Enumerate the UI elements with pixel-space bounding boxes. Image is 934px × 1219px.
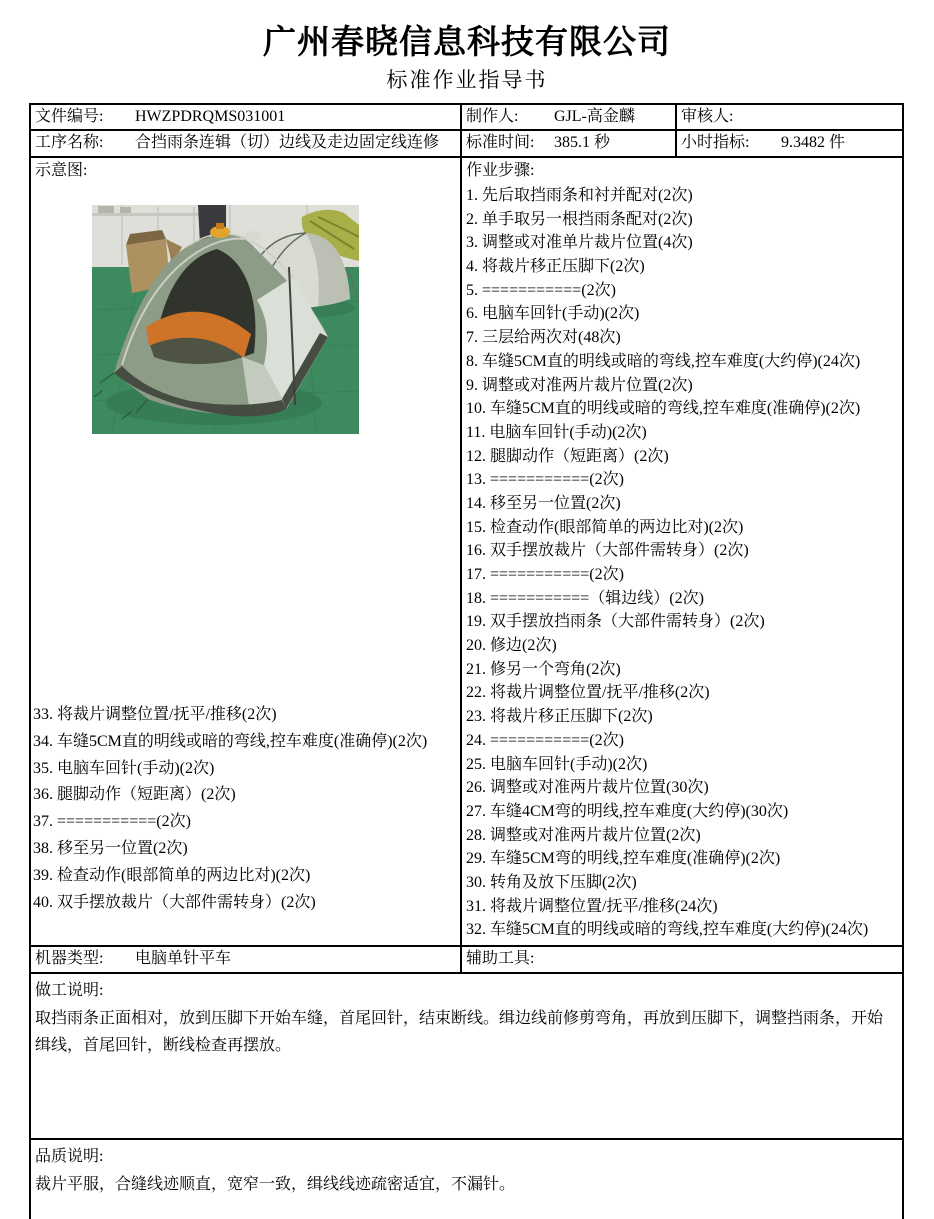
step-item: 4. 将裁片移正压脚下(2次): [466, 258, 645, 276]
step-item: 35. 电脑车回针(手动)(2次): [33, 759, 215, 777]
step-item: 16. 双手摆放裁片（大部件需转身）(2次): [466, 542, 749, 560]
quality-note-label: 品质说明:: [35, 1148, 104, 1165]
step-item: 29. 车缝5CM弯的明线,控车难度(准确停)(2次): [466, 850, 781, 868]
maker-label: 制作人:: [466, 108, 519, 125]
step-item: 37. ===========(2次): [33, 813, 191, 831]
step-item: 1. 先后取挡雨条和衬并配对(2次): [466, 187, 693, 204]
quality-note-cell: [30, 1139, 903, 1219]
step-item: 20. 修边(2次): [466, 637, 557, 655]
step-item: 25. 电脑车回针(手动)(2次): [466, 755, 648, 773]
step-item: 18. ===========（辑边线）(2次): [466, 589, 704, 607]
step-item: 32. 车缝5CM直的明线或暗的弯线,控车难度(大约停)(24次): [466, 921, 869, 939]
main-table: [29, 103, 904, 1219]
step-item: 17. ===========(2次): [466, 566, 624, 583]
std-time-value: 385.1 秒: [554, 134, 611, 151]
step-item: 40. 双手摆放裁片（大部件需转身）(2次): [33, 893, 316, 911]
auditor-label: 审核人:: [681, 108, 734, 125]
step-item: 21. 修另一个弯角(2次): [466, 660, 621, 678]
table-row: [30, 973, 903, 1139]
photo-shelf-item: [98, 206, 114, 213]
step-item: 27. 车缝4CM弯的明线,控车难度(大约停)(30次): [466, 802, 789, 820]
machine-type-value: 电脑单针平车: [135, 950, 232, 967]
photo-shelf: [92, 213, 217, 216]
step-item: 13. ===========(2次): [466, 471, 624, 489]
step-item: 38. 移至另一位置(2次): [33, 839, 188, 857]
steps-list-left: [33, 702, 427, 916]
step-item: 5. ===========(2次): [466, 281, 616, 299]
step-item: 34. 车缝5CM直的明线或暗的弯线,控车难度(准确停)(2次): [33, 732, 428, 750]
aux-tools-label: 辅助工具:: [466, 950, 535, 967]
work-note-label: 做工说明:: [35, 982, 104, 999]
step-item: 23. 将裁片移正压脚下(2次): [466, 708, 653, 726]
hourly-target-cell: [676, 130, 903, 157]
process-value: 合挡雨条连辑（切）边线及走边固定线连修: [135, 134, 440, 151]
diagram-cell: [30, 157, 461, 946]
step-item: 8. 车缝5CM直的明线或暗的弯线,控车难度(大约停)(24次): [466, 352, 861, 370]
hourly-target-value: 9.3482 件: [781, 134, 846, 151]
table-row: [30, 130, 903, 157]
step-item: 14. 移至另一位置(2次): [466, 494, 621, 512]
process-label: 工序名称:: [35, 134, 104, 151]
steps-label: 作业步骤:: [466, 162, 535, 179]
photo-shelf-item: [120, 207, 131, 213]
step-item: 7. 三层给两次对(48次): [466, 329, 621, 347]
step-item: 3. 调整或对准单片裁片位置(4次): [466, 234, 693, 252]
table-row: [30, 946, 903, 973]
diagram-label: 示意图:: [35, 162, 88, 179]
tent-photo: [92, 205, 359, 434]
maker-cell: [461, 104, 676, 130]
step-item: 11. 电脑车回针(手动)(2次): [466, 423, 647, 441]
machine-type-label: 机器类型:: [35, 950, 104, 967]
work-note-text: 取挡雨条正面相对，放到压脚下开始车缝，首尾回针，结束断线。缉边线前修剪弯角，再放到压脚下，调整挡雨条，开始缉线，首尾回针，断线检查再摆放。: [35, 1010, 884, 1054]
step-item: 9. 调整或对准两片裁片位置(2次): [466, 376, 693, 394]
step-item: 36. 腿脚动作（短距离）(2次): [33, 786, 236, 804]
tent-photo-illustration: [92, 205, 359, 434]
step-item: 30. 转角及放下压脚(2次): [466, 873, 637, 891]
maker-value: GJL-高金麟: [554, 108, 635, 125]
file-no-label: 文件编号:: [35, 108, 104, 125]
step-item: 39. 检查动作(眼部简单的两边比对)(2次): [33, 866, 311, 884]
step-item: 22. 将裁片调整位置/抚平/推移(2次): [466, 684, 710, 702]
photo-gray-item: [245, 231, 261, 241]
document-title: 标准作业指导书: [386, 68, 548, 92]
file-no-cell: [30, 104, 461, 130]
step-item: 24. ===========(2次): [466, 731, 624, 749]
step-item: 28. 调整或对准两片裁片位置(2次): [466, 826, 701, 844]
table-row: [30, 104, 903, 130]
file-no-value: HWZPDRQMS031001: [135, 108, 286, 125]
steps-cell: [461, 157, 903, 946]
step-item: 33. 将裁片调整位置/抚平/推移(2次): [33, 706, 277, 723]
std-time-label: 标准时间:: [466, 134, 535, 151]
work-note-cell: [30, 973, 903, 1139]
process-cell: [30, 130, 461, 157]
hourly-target-label: 小时指标:: [681, 134, 750, 151]
step-item: 15. 检查动作(眼部简单的两边比对)(2次): [466, 518, 744, 536]
photo-yellow-item-top: [216, 223, 224, 229]
company-title: 广州春晓信息科技有限公司: [263, 23, 671, 60]
table-row: [30, 157, 903, 946]
step-item: 2. 单手取另一根挡雨条配对(2次): [466, 210, 693, 228]
steps-list-right: [466, 184, 902, 942]
machine-type-cell: [30, 946, 461, 973]
step-item: 6. 电脑车回针(手动)(2次): [466, 305, 640, 323]
std-time-cell: [461, 130, 676, 157]
step-item: 12. 腿脚动作（短距离）(2次): [466, 447, 669, 465]
quality-note-text: 裁片平服，合缝线迹顺直，宽窄一致，缉线线迹疏密适宜，不漏针。: [35, 1176, 516, 1193]
step-item: 26. 调整或对准两片裁片位置(30次): [466, 779, 709, 797]
table-row: [30, 1139, 903, 1219]
auditor-cell: [676, 104, 903, 130]
aux-tools-cell: [461, 946, 903, 973]
step-item: 31. 将裁片调整位置/抚平/推移(24次): [466, 897, 718, 915]
step-item: 10. 车缝5CM直的明线或暗的弯线,控车难度(准确停)(2次): [466, 400, 861, 418]
step-item: 19. 双手摆放挡雨条（大部件需转身）(2次): [466, 613, 765, 631]
